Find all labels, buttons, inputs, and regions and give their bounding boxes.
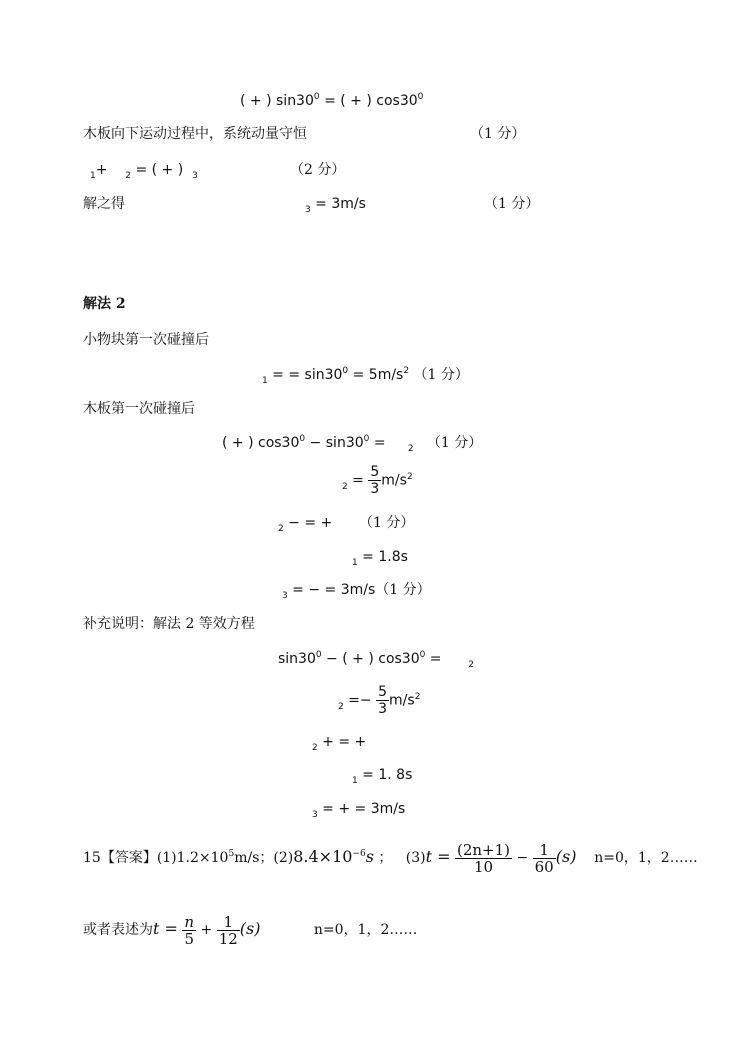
text-board-after-collision: 木板第一次碰撞后 <box>83 401 195 417</box>
equation-momentum-sin: ( + ) $\sin 30^0$ = ( + ) $\cos 30^0$ <box>240 92 424 109</box>
equation-supp-velocity: $_2$ + = + <box>312 734 367 753</box>
equation-v3-result: $_3$ = 3m/s <box>305 196 366 215</box>
equation-block-accel: $_1$ = = $\sin 30^0 = 5m/s^2$ （1 分） <box>262 366 469 386</box>
equation-momentum: $_1$+ $_2$ = ( + ) $_3$ <box>90 162 198 181</box>
text-block-after-collision: 小物块第一次碰撞后 <box>83 332 209 348</box>
equation-supp-v3: $_3$ = + = 3m/s <box>312 801 406 820</box>
answer-alt: 或者表述为t = $\frac{n}{5}$ + $\frac{1}{12}$ (s) n=0，1，2…… <box>83 912 418 948</box>
text-momentum-conserved: 木板向下运动过程中，系统动量守恒 <box>83 126 307 142</box>
score-label: （1 分） <box>470 126 526 142</box>
text-solve: 解之得 <box>83 196 125 212</box>
equation-board-force: ( + ) $\cos 30^0 - \sin 30^0$ = $_2$ （1 分） <box>222 434 483 454</box>
text-supplement: 补充说明：解法 2 等效方程 <box>83 616 255 632</box>
equation-supp-force: $\sin 30^0$ − ( + ) $\cos 30^0$ = $_2$ <box>278 650 474 670</box>
equation-supp-time: $_1$ = 1. 8s <box>352 767 413 786</box>
equation-velocity-match: $_2$ − = + （1 分） <box>278 515 415 534</box>
equation-time: $_1$ = 1.8s <box>352 549 408 568</box>
score-label: （1 分） <box>484 196 540 212</box>
equation-supp-a2: $_2$ =− $\frac{5}{3}$ $m/s^2$ <box>338 684 421 717</box>
equation-v3: $_3$ = − = 3m/s（1 分） <box>282 582 431 601</box>
answer-15: 15【答案】$(1)1.2\times 10^5m/s$；$(2)8.4\times 10^{-6}s$ ； (3)t = $\frac{(2n+1)}{10}$ − $\frac{1}{60}$ (s) n=0，1，2…… <box>83 840 698 876</box>
score-label: （2 分） <box>290 162 346 178</box>
equation-a2: $_2$ = $\frac{5}{3}$ $m/s^2$ <box>342 464 413 497</box>
section-heading-method2: 解法 2 <box>83 296 126 312</box>
